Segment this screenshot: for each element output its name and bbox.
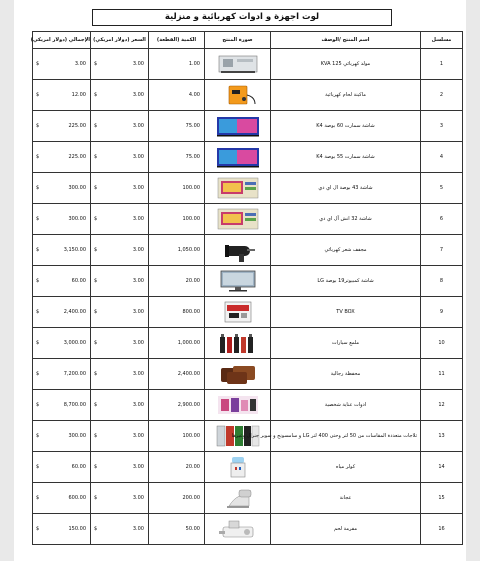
serial-number: 11 [421,359,463,390]
quantity-value: 1,050.00 [149,235,205,266]
table-row [33,111,463,142]
price-value: 3.00 [132,278,144,284]
table-row [33,514,463,545]
table-row [33,390,463,421]
currency-symbol: $ [94,216,98,222]
quantity-value: 75.00 [149,111,205,142]
product-image-cell [205,111,271,142]
currency-symbol: $ [36,526,40,532]
currency-symbol: $ [94,247,98,253]
price-cell [91,173,149,204]
product-description: ملمع سيارات [271,328,421,359]
table-row [33,421,463,452]
price-cell [91,421,149,452]
header-description: اسم المنتج /الوصف [271,32,421,49]
car-polish-image [215,331,261,355]
total-cell [33,49,91,80]
total-value: 300.00 [68,216,86,222]
price-cell [91,452,149,483]
currency-symbol: $ [36,278,40,284]
price-value: 3.00 [132,340,144,346]
quantity-value: 200.00 [149,483,205,514]
currency-symbol: $ [36,464,40,470]
welding-machine-image [215,83,261,107]
product-description: ادوات عناية شخصية [271,390,421,421]
header-quantity: الكمية (القطعة) [149,32,205,49]
product-image-cell [205,297,271,328]
table-row [33,328,463,359]
product-description: عجانة [271,483,421,514]
total-value: 300.00 [68,185,86,191]
product-description: شاشة سمارت 55 بوصة K4 [271,142,421,173]
total-value: 12.00 [71,92,86,98]
header-serial: مسلسل [421,32,463,49]
quantity-value: 50.00 [149,514,205,545]
currency-symbol: $ [36,92,40,98]
total-cell [33,359,91,390]
product-description: شاشة 32 انش آل اي دي [271,204,421,235]
products-table [32,31,463,545]
product-image-cell [205,80,271,111]
price-cell [91,359,149,390]
serial-number: 1 [421,49,463,80]
serial-number: 7 [421,235,463,266]
serial-number: 10 [421,328,463,359]
total-value: 8,700.00 [63,402,86,408]
product-image-cell [205,235,271,266]
total-cell [33,173,91,204]
price-value: 3.00 [132,123,144,129]
mixer-image [215,486,261,510]
currency-symbol: $ [94,123,98,129]
price-value: 3.00 [132,247,144,253]
price-value: 3.00 [132,526,144,532]
product-description: شاشة 43 بوصة ال اي دي [271,173,421,204]
product-description: مفرمة لحم [271,514,421,545]
price-value: 3.00 [132,371,144,377]
header-image: صورة المنتج [205,32,271,49]
price-cell [91,266,149,297]
product-description: مولد كهربائي KVA 125 [271,49,421,80]
total-cell [33,297,91,328]
product-image-cell [205,142,271,173]
serial-number: 9 [421,297,463,328]
table-row [33,452,463,483]
currency-symbol: $ [94,154,98,160]
table-row [33,359,463,390]
price-value: 3.00 [132,154,144,160]
currency-symbol: $ [94,495,98,501]
price-value: 3.00 [132,216,144,222]
table-row [33,173,463,204]
total-cell [33,328,91,359]
quantity-value: 1.00 [149,49,205,80]
total-value: 225.00 [68,123,86,129]
price-cell [91,483,149,514]
document-title: لوت اجهزة و ادوات كهربائية و منزلية [92,9,392,26]
quantity-value: 100.00 [149,421,205,452]
tv-box-image [215,176,261,200]
quantity-value: 100.00 [149,173,205,204]
total-cell [33,390,91,421]
total-cell [33,421,91,452]
computer-monitor-image [215,269,261,293]
product-description: شاشة كمبيوتر19 بوصة LG [271,266,421,297]
price-cell [91,514,149,545]
quantity-value: 800.00 [149,297,205,328]
total-value: 150.00 [68,526,86,532]
quantity-value: 20.00 [149,266,205,297]
price-value: 3.00 [132,185,144,191]
hair-dryer-image [215,238,261,262]
serial-number: 5 [421,173,463,204]
total-cell [33,266,91,297]
table-row [33,266,463,297]
table-row [33,483,463,514]
document-page [14,0,466,561]
currency-symbol: $ [94,278,98,284]
serial-number: 16 [421,514,463,545]
serial-number: 8 [421,266,463,297]
currency-symbol: $ [36,185,40,191]
price-cell [91,80,149,111]
product-description: ماكينة لحام كهربائية [271,80,421,111]
product-image-cell [205,514,271,545]
serial-number: 6 [421,204,463,235]
table-row [33,49,463,80]
price-value: 3.00 [132,61,144,67]
currency-symbol: $ [94,92,98,98]
product-image-cell [205,173,271,204]
product-description: مجفف شعر كهربائي [271,235,421,266]
product-image-cell [205,452,271,483]
header-price: السعر (دولار امريكي) [91,32,149,49]
quantity-value: 75.00 [149,142,205,173]
currency-symbol: $ [36,216,40,222]
total-cell [33,80,91,111]
price-value: 3.00 [132,309,144,315]
total-value: 60.00 [71,464,86,470]
product-description: كولر مياه [271,452,421,483]
serial-number: 3 [421,111,463,142]
total-value: 300.00 [68,433,86,439]
currency-symbol: $ [94,402,98,408]
total-cell [33,514,91,545]
serial-number: 13 [421,421,463,452]
total-value: 600.00 [68,495,86,501]
serial-number: 4 [421,142,463,173]
currency-symbol: $ [94,340,98,346]
product-description: TV BOX [271,297,421,328]
currency-symbol: $ [94,371,98,377]
total-value: 60.00 [71,278,86,284]
quantity-value: 2,900.00 [149,390,205,421]
currency-symbol: $ [36,123,40,129]
total-cell [33,204,91,235]
price-cell [91,328,149,359]
currency-symbol: $ [36,402,40,408]
quantity-value: 20.00 [149,452,205,483]
table-row [33,235,463,266]
product-image-cell [205,359,271,390]
product-image-cell [205,204,271,235]
currency-symbol: $ [94,526,98,532]
table-row [33,142,463,173]
price-cell [91,204,149,235]
currency-symbol: $ [36,495,40,501]
price-cell [91,390,149,421]
currency-symbol: $ [36,433,40,439]
price-cell [91,235,149,266]
currency-symbol: $ [36,309,40,315]
currency-symbol: $ [94,185,98,191]
product-image-cell [205,328,271,359]
table-row [33,80,463,111]
personal-care-image [215,393,261,417]
tv-box-image [215,207,261,231]
currency-symbol: $ [36,154,40,160]
serial-number: 12 [421,390,463,421]
currency-symbol: $ [36,247,40,253]
quantity-value: 4.00 [149,80,205,111]
quantity-value: 2,400.00 [149,359,205,390]
product-image-cell [205,390,271,421]
total-value: 7,200.00 [63,371,86,377]
total-value: 3,150.00 [63,247,86,253]
product-description: محفظة رجالية [271,359,421,390]
table-header-row [33,32,463,49]
smart-tv-image [215,114,261,138]
serial-number: 14 [421,452,463,483]
currency-symbol: $ [94,309,98,315]
table-row [33,297,463,328]
price-value: 3.00 [132,92,144,98]
meat-grinder-image [215,517,261,541]
total-value: 2,400.00 [63,309,86,315]
total-cell [33,452,91,483]
currency-symbol: $ [94,433,98,439]
product-description: شاشة سمارت 60 بوصة K4 [271,111,421,142]
product-image-cell [205,483,271,514]
quantity-value: 1,000.00 [149,328,205,359]
price-cell [91,49,149,80]
currency-symbol: $ [36,61,40,67]
header-total: الإجمالي (دولار امريكي) [33,32,91,49]
water-cooler-image [215,455,261,479]
quantity-value: 100.00 [149,204,205,235]
product-image-cell [205,266,271,297]
serial-number: 2 [421,80,463,111]
wallet-image [215,362,261,386]
table-row [33,204,463,235]
price-cell [91,297,149,328]
currency-symbol: $ [94,61,98,67]
total-value: 225.00 [68,154,86,160]
price-value: 3.00 [132,433,144,439]
total-cell [33,235,91,266]
smart-tv-image [215,145,261,169]
currency-symbol: $ [36,371,40,377]
price-value: 3.00 [132,464,144,470]
total-value: 3,000.00 [63,340,86,346]
price-value: 3.00 [132,402,144,408]
total-value: 3.00 [74,61,86,67]
total-cell [33,483,91,514]
total-cell [33,111,91,142]
price-cell [91,142,149,173]
total-cell [33,142,91,173]
product-description: ثلاجات متعددة المقاسات من 50 لتر وحتى 400 لتر LG و سامسونج و سوبر جنرال وغيرها [271,421,421,452]
tv-box-device-image [215,300,261,324]
price-value: 3.00 [132,495,144,501]
price-cell [91,111,149,142]
product-image-cell [205,49,271,80]
generator-image [215,52,261,76]
serial-number: 15 [421,483,463,514]
currency-symbol: $ [36,340,40,346]
currency-symbol: $ [94,464,98,470]
